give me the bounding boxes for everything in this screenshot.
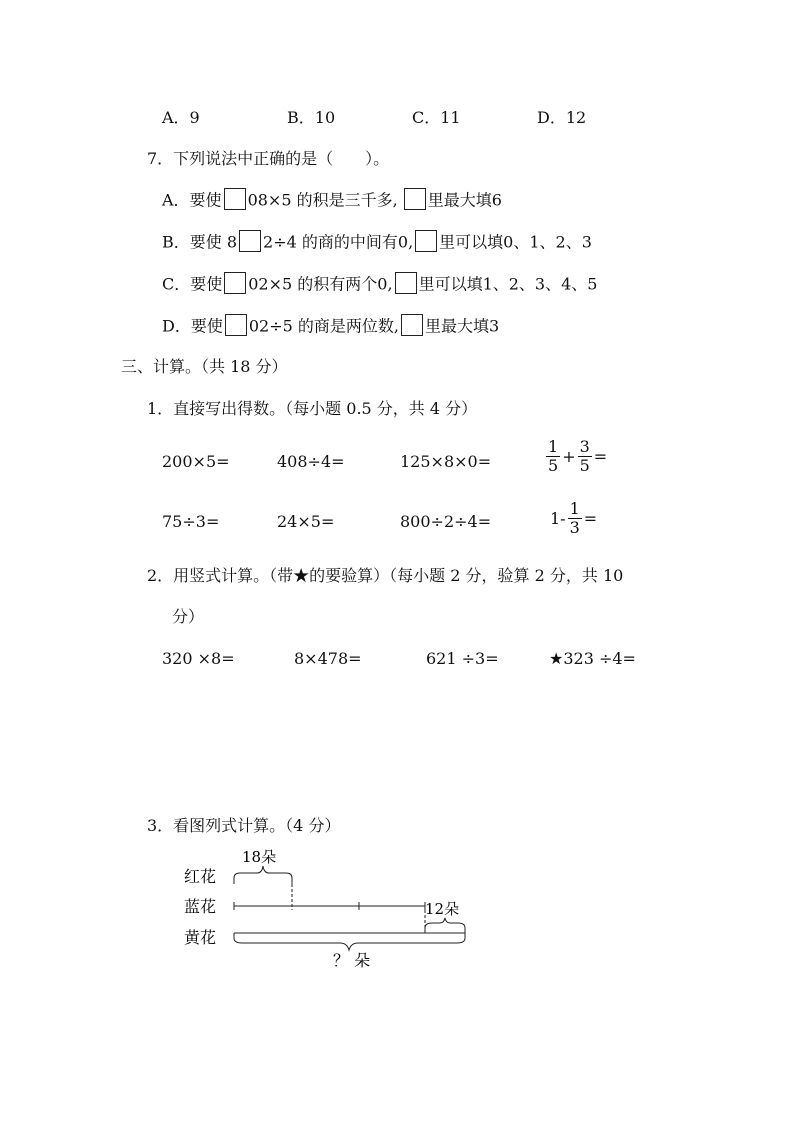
q7-a-pre: A．要使: [162, 190, 222, 210]
calc2-title-cont: 分）: [172, 607, 205, 626]
q7-b-mid: 2÷4 的商的中间有0,: [263, 232, 414, 252]
q7-stem: 7．下列说法中正确的是（ ）。: [147, 149, 390, 168]
option-b: B．10: [287, 108, 336, 127]
calc1-item: 75÷3=: [162, 512, 220, 531]
section3-title: 三、计算。（共 18 分）: [121, 357, 288, 376]
calc1-item: 408÷4=: [277, 452, 345, 471]
plus-sign: +: [562, 447, 576, 466]
calc1-item: 200×5=: [162, 452, 230, 471]
calc1-title: 1．直接写出得数。（每小题 0.5 分，共 4 分）: [147, 399, 478, 418]
q7-c-post: 里可以填1、2、3、4、5: [418, 274, 598, 294]
q7-b-post: 里可以填0、1、2、3: [439, 232, 592, 252]
q7-c-pre: C．要使: [162, 274, 223, 294]
q7-a-post: 里最大填6: [427, 190, 502, 210]
fraction: $\frac{1}{3}$: [569, 499, 580, 537]
calc1-item: 800÷2÷4=: [400, 512, 492, 531]
equals-sign: =: [583, 509, 598, 528]
extra-count: 12朵: [425, 900, 460, 918]
calc2-item: 8×478=: [294, 649, 362, 668]
fraction: $\frac{1}{5}$: [548, 437, 559, 475]
q7-d-pre: D．要使: [162, 316, 223, 336]
label-red: 红花: [184, 867, 217, 886]
equals-sign: =: [593, 447, 608, 466]
label-blue: 蓝花: [184, 897, 217, 916]
red-count: 18朵: [242, 848, 277, 866]
red-brace: [234, 866, 292, 884]
total-label: ？ 朵: [333, 951, 371, 970]
q7-b-pre: B．要使 8: [162, 232, 238, 252]
label-yellow: 黄花: [184, 928, 217, 947]
one-minus: 1-: [550, 509, 566, 528]
q7-c-mid: 02×5 的积有两个0,: [248, 274, 393, 294]
total-brace: [234, 933, 465, 950]
option-a: A．9: [162, 108, 200, 127]
q7-a-mid: 08×5 的积是三千多,: [247, 190, 398, 210]
calc1-item: 125×8×0=: [400, 452, 492, 471]
q7-d-post: 里最大填3: [424, 316, 500, 336]
fraction: $\frac{3}{5}$: [579, 437, 590, 475]
extra-brace: [425, 918, 465, 933]
calc2-item: 320 ×8=: [162, 649, 235, 668]
calc3-title: 3．看图列式计算。（4 分）: [147, 816, 341, 835]
option-d: D．12: [537, 108, 587, 127]
calc2-title: 2．用竖式计算。（带★的要验算）（每小题 2 分，验算 2 分，共 10: [147, 566, 624, 585]
option-c: C．11: [412, 108, 461, 127]
calc2-item: 621 ÷3=: [426, 649, 499, 668]
calc2-item: ★323 ÷4=: [549, 649, 636, 668]
q7-d-mid: 02÷5 的商是两位数,: [248, 316, 399, 336]
calc1-item: 24×5=: [277, 512, 335, 531]
